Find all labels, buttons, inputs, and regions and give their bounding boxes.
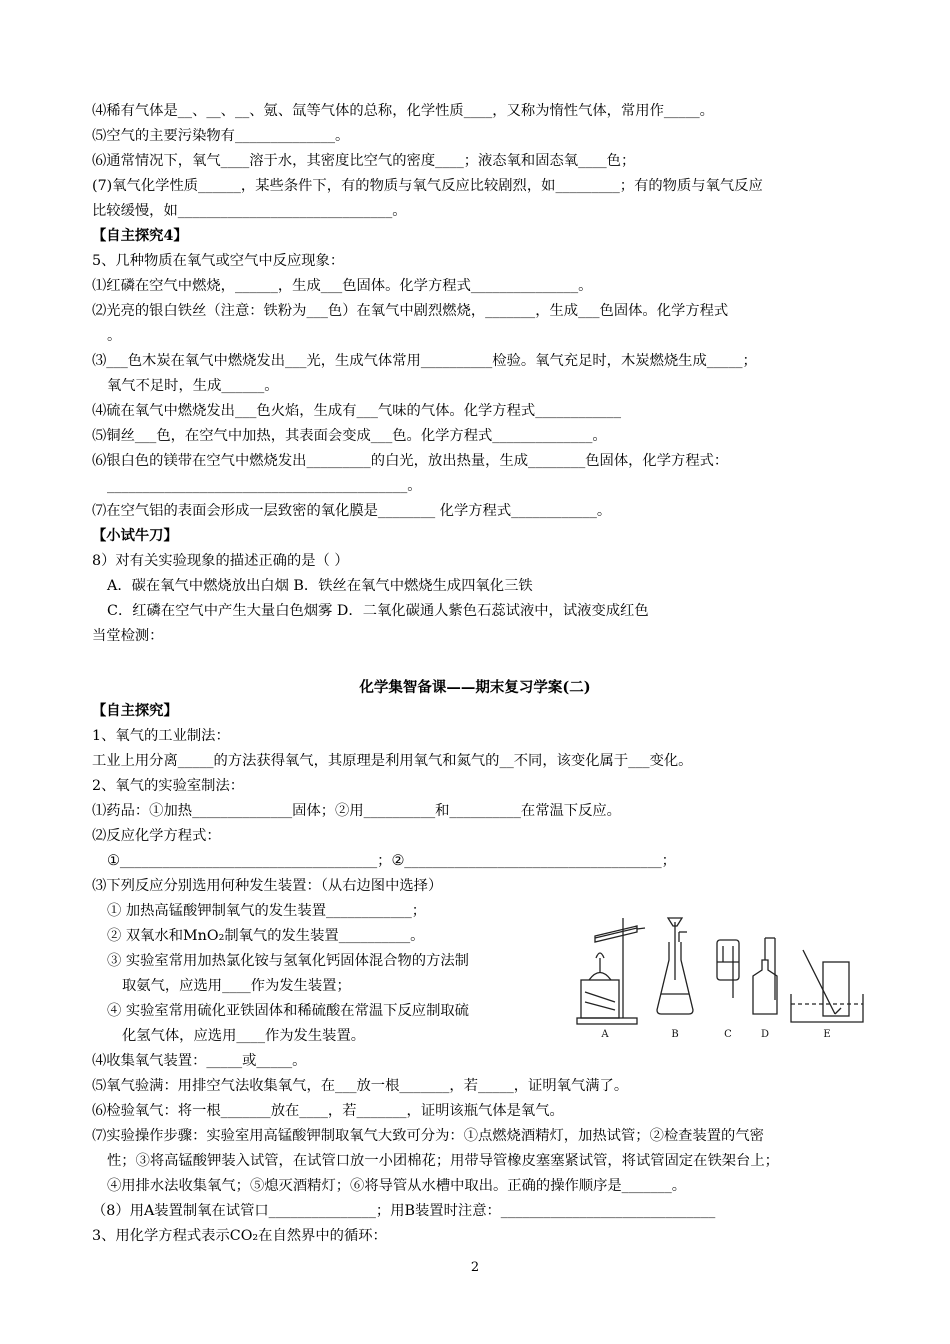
text-line: 工业上用分离_____的方法获得氧气，其原理是利用氧气和氮气的__不同，该变化属于___变化。 bbox=[92, 753, 693, 769]
text-line: 。 bbox=[107, 328, 122, 344]
text-line: 当堂检测： bbox=[92, 628, 164, 644]
text-line: ⑸氧气验满：用排空气法收集氧气，在___放一根_______，若_____，证明氧气满了。 bbox=[92, 1078, 629, 1094]
text-line: ⑸空气的主要污染物有______________。 bbox=[92, 128, 350, 144]
text-line: ⑺实验操作步骤：实验室用高锰酸钾制取氧气大致可分为：①点燃烧酒精灯，加热试管；②检查装置的气密 bbox=[92, 1128, 764, 1144]
section-heading: 【小试牛刀】 bbox=[92, 528, 178, 544]
text-line: ⑵反应化学方程式： bbox=[92, 828, 221, 844]
text-line: （8）用A装置制氧在试管口_______________；用B装置时注意：______________________________ bbox=[92, 1203, 716, 1219]
answer-options: C．红磷在空气中产生大量白色烟雾 D．二氧化碳通人紫色石蕊试液中，试液变成红色 bbox=[107, 603, 649, 619]
apparatus-a bbox=[577, 918, 645, 1024]
figure-label: D bbox=[760, 1029, 770, 1040]
text-line: 性；③将高锰酸钾装入试管，在试管口放一小团棉花；用带导管橡皮塞塞紧试管，将试管固定在铁架台上； bbox=[107, 1153, 779, 1169]
apparatus-b bbox=[657, 918, 693, 1014]
section-heading: 【自主探究】 bbox=[92, 703, 178, 719]
text-line: 2、氧气的实验室制法： bbox=[92, 778, 245, 794]
apparatus-c bbox=[717, 940, 739, 998]
text-line: ⑷稀有气体是__、__、__、氪、氙等气体的总称，化学性质____，又称为惰性气体，常用作_____。 bbox=[92, 103, 714, 119]
text-line: ② 双氧水和MnO₂制氧气的发生装置__________。 bbox=[107, 928, 425, 944]
page-number: 2 bbox=[470, 1260, 480, 1275]
text-line: 1、氧气的工业制法： bbox=[92, 728, 230, 744]
text-line: ④用排水法收集氧气；⑤熄灭酒精灯；⑥将导管从水槽中取出。正确的操作顺序是_______。 bbox=[107, 1178, 687, 1194]
text-line: 比较缓慢，如______________________________。 bbox=[92, 203, 407, 219]
text-line: ① 加热高锰酸钾制氧气的发生装置____________； bbox=[107, 903, 427, 919]
figure-label: C bbox=[724, 1029, 732, 1040]
lab-apparatus-figure bbox=[565, 910, 870, 1040]
text-line: 氧气不足时，生成______。 bbox=[107, 378, 279, 394]
text-line: ⑹检验氧气：将一根_______放在____，若_______，证明该瓶气体是氧气。 bbox=[92, 1103, 564, 1119]
text-line: ⑹通常情况下，氧气____溶于水，其密度比空气的密度____；液态氧和固态氧____色； bbox=[92, 153, 636, 169]
text-line: __________________________________________。 bbox=[107, 478, 422, 494]
text-line: (7)氧气化学性质______，某些条件下，有的物质与氧气反应比较剧烈，如_________；有的物质与氧气反应 bbox=[92, 178, 763, 194]
question-stem: 8）对有关实验现象的描述正确的是（ ） bbox=[92, 553, 349, 569]
figure-label: B bbox=[671, 1029, 679, 1040]
text-line: ⑶___色木炭在氧气中燃烧发出___光，生成气体常用__________检验。氧气充足时，木炭燃烧生成_____； bbox=[92, 353, 757, 369]
answer-options: A．碳在氧气中燃烧放出白烟 B．铁丝在氧气中燃烧生成四氧化三铁 bbox=[107, 578, 533, 594]
text-line: ⑷硫在氧气中燃烧发出___色火焰，生成有___气味的气体。化学方程式____________ bbox=[92, 403, 621, 419]
text-line: 取氨气，应选用____作为发生装置； bbox=[122, 978, 351, 994]
page-title: 化学集智备课——期末复习学案(二) bbox=[359, 679, 591, 696]
text-line: ⑹银白色的镁带在空气中燃烧发出_________的白光，放出热量，生成________色固体，化学方程式： bbox=[92, 453, 729, 469]
apparatus-e bbox=[791, 950, 863, 1022]
text-line: ⑴药品：①加热______________固体；②用__________和__________在常温下反应。 bbox=[92, 803, 621, 819]
text-line: ⑺在空气铝的表面会形成一层致密的氧化膜是________ 化学方程式____________。 bbox=[92, 503, 612, 519]
text-line: ⑷收集氧气装置：_____或_____。 bbox=[92, 1053, 307, 1069]
text-line: 5、几种物质在氧气或空气中反应现象： bbox=[92, 253, 345, 269]
figure-label: A bbox=[601, 1029, 609, 1040]
text-line: ⑴红磷在空气中燃烧，______，生成___色固体。化学方程式_______________。 bbox=[92, 278, 593, 294]
text-line: ⑸铜丝___色，在空气中加热，其表面会变成___色。化学方程式______________。 bbox=[92, 428, 607, 444]
text-line: 3、用化学方程式表示CO₂在自然界中的循环： bbox=[92, 1228, 387, 1244]
section-heading: 【自主探究4】 bbox=[92, 228, 188, 244]
apparatus-d bbox=[753, 938, 777, 1014]
figure-label: E bbox=[823, 1029, 831, 1040]
text-line: ⑵光亮的银白铁丝（注意：铁粉为___色）在氧气中剧烈燃烧，_______，生成___色固体。化学方程式 bbox=[92, 303, 729, 319]
text-line: 化氢气体，应选用____作为发生装置。 bbox=[122, 1028, 366, 1044]
text-line: ⑶下列反应分别选用何种发生装置：（从右边图中选择） bbox=[92, 878, 443, 894]
text-line: ④ 实验室常用硫化亚铁固体和稀硫酸在常温下反应制取硫 bbox=[107, 1003, 469, 1019]
text-line: ①____________________________________；②____________________________________； bbox=[107, 853, 676, 869]
text-line: ③ 实验室常用加热氯化铵与氢氧化钙固体混合物的方法制 bbox=[107, 953, 469, 969]
